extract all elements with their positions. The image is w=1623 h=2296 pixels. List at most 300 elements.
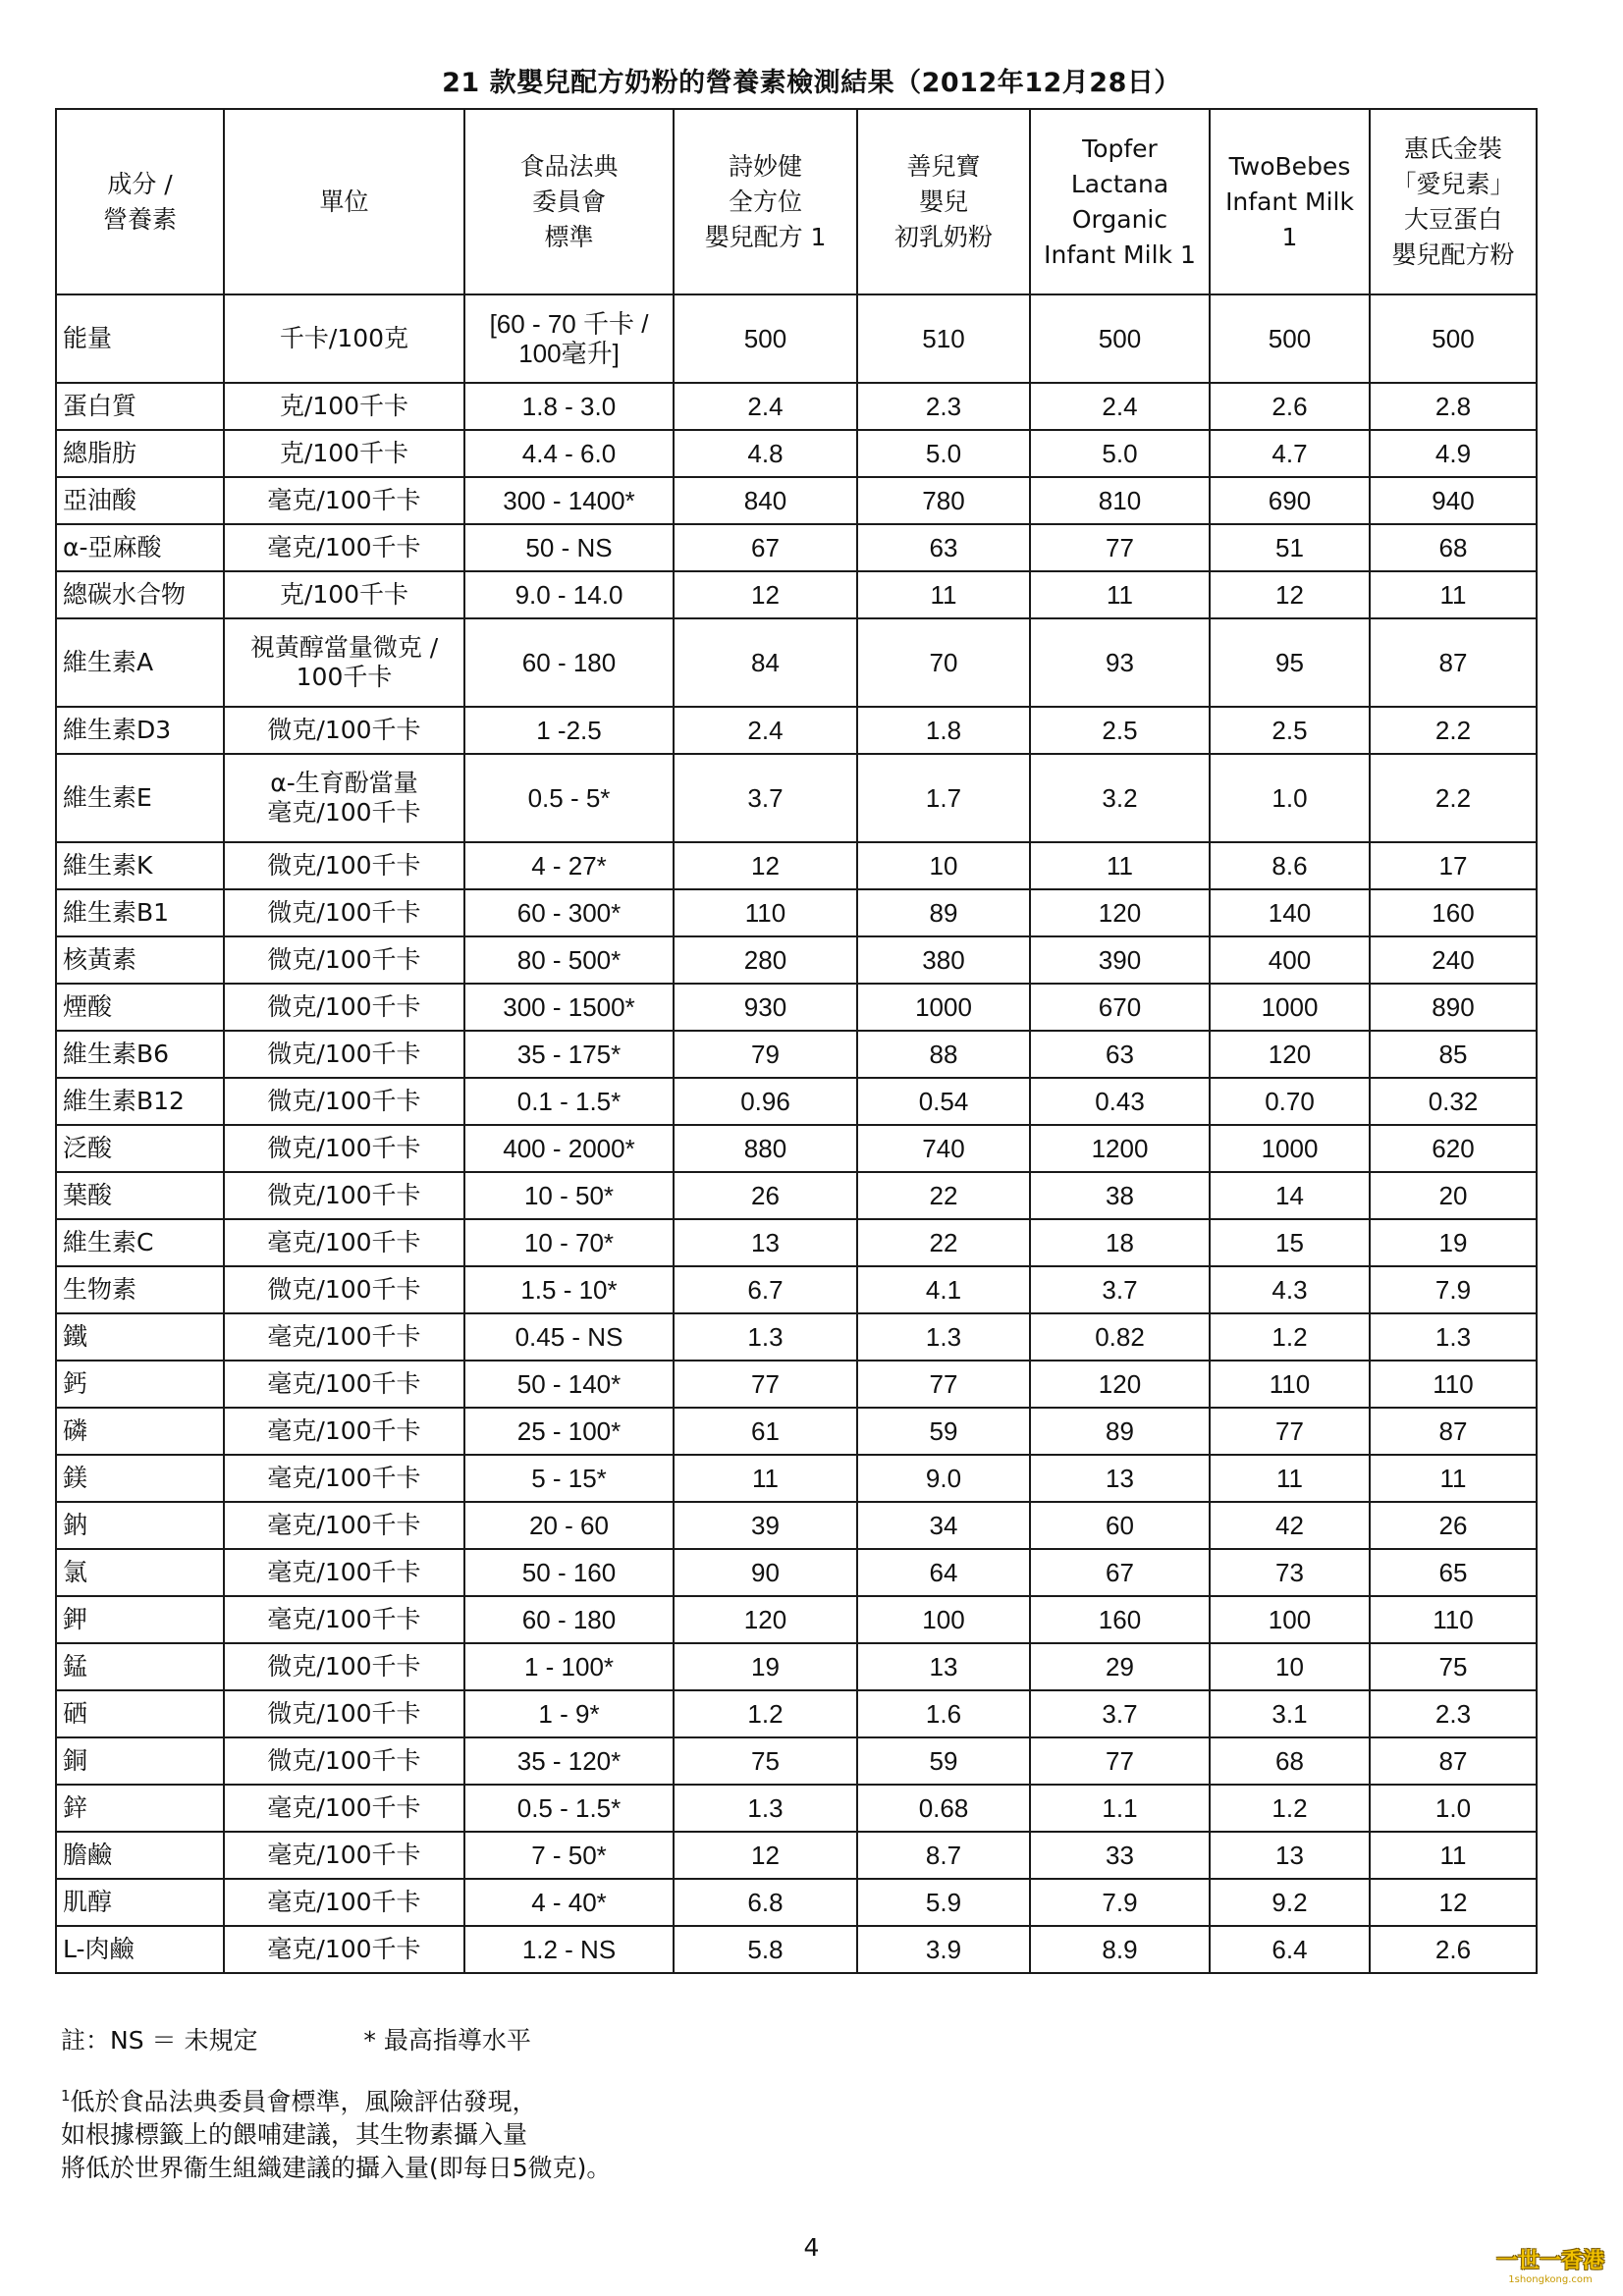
- product-value-cell: 85: [1370, 1031, 1537, 1078]
- product-value-cell: 87: [1370, 1408, 1537, 1455]
- codex-standard-cell: 1.2 - NS: [464, 1926, 674, 1973]
- product-value-cell: 3.9: [857, 1926, 1030, 1973]
- product-value-cell: 77: [1210, 1408, 1370, 1455]
- footnote-line: 將低於世界衞生組織建議的攝入量(即每日5微克)。: [61, 2154, 612, 2183]
- notes-legend: [61, 2024, 611, 2057]
- nutrient-name-cell: 膽鹼: [56, 1832, 224, 1879]
- unit-cell: 微克/100千卡: [224, 1031, 464, 1078]
- unit-cell: 毫克/100千卡: [224, 1313, 464, 1361]
- product-value-cell: 12: [1370, 1879, 1537, 1926]
- product-value-cell: 63: [1030, 1031, 1210, 1078]
- product-value-cell: 11: [674, 1455, 857, 1502]
- unit-cell: 微克/100千卡: [224, 1266, 464, 1313]
- product-value-cell: 89: [1030, 1408, 1210, 1455]
- product-value-cell: 120: [1030, 889, 1210, 936]
- table-row: [56, 1078, 1537, 1125]
- product-value-cell: 5.0: [857, 430, 1030, 477]
- header-product-2: 善兒寶 嬰兒 初乳奶粉: [857, 109, 1030, 294]
- product-value-cell: 11: [1370, 1455, 1537, 1502]
- page-title: 21 款嬰兒配方奶粉的營養素檢測結果（2012年12月28日）: [442, 68, 1181, 98]
- nutrient-name-cell: 錳: [56, 1643, 224, 1690]
- product-value-cell: 2.6: [1370, 1926, 1537, 1973]
- table-row: [56, 618, 1537, 707]
- product-value-cell: 26: [1370, 1502, 1537, 1549]
- header-codex-standard: 食品法典 委員會 標準: [464, 109, 674, 294]
- unit-cell: 毫克/100千卡: [224, 1549, 464, 1596]
- table-row: [56, 1455, 1537, 1502]
- product-value-cell: 3.7: [674, 754, 857, 842]
- unit-cell: 毫克/100千卡: [224, 1785, 464, 1832]
- codex-standard-cell: 1.8 - 3.0: [464, 383, 674, 430]
- codex-standard-cell: 25 - 100*: [464, 1408, 674, 1455]
- product-value-cell: 11: [1370, 571, 1537, 618]
- product-value-cell: 400: [1210, 936, 1370, 984]
- nutrient-name-cell: 葉酸: [56, 1172, 224, 1219]
- product-value-cell: 79: [674, 1031, 857, 1078]
- product-value-cell: 3.7: [1030, 1690, 1210, 1737]
- product-value-cell: 1.1: [1030, 1785, 1210, 1832]
- codex-standard-cell: 20 - 60: [464, 1502, 674, 1549]
- header-unit: 單位: [224, 109, 464, 294]
- codex-standard-cell: 1 - 100*: [464, 1643, 674, 1690]
- table-row: [56, 889, 1537, 936]
- nutrient-name-cell: α-亞麻酸: [56, 524, 224, 571]
- codex-standard-cell: 300 - 1400*: [464, 477, 674, 524]
- unit-cell: 微克/100千卡: [224, 1172, 464, 1219]
- watermark-main-text: 一世一香港: [1495, 2249, 1604, 2273]
- codex-standard-cell: 0.45 - NS: [464, 1313, 674, 1361]
- product-value-cell: 840: [674, 477, 857, 524]
- table-row: [56, 1690, 1537, 1737]
- unit-cell: α-生育酚當量 毫克/100千卡: [224, 754, 464, 842]
- product-value-cell: 0.68: [857, 1785, 1030, 1832]
- header-product-1: 詩妙健 全方位 嬰兒配方 1: [674, 109, 857, 294]
- product-value-cell: 6.8: [674, 1879, 857, 1926]
- table-row: [56, 383, 1537, 430]
- nutrient-name-cell: 能量: [56, 294, 224, 383]
- product-value-cell: 65: [1370, 1549, 1537, 1596]
- table-body: [56, 294, 1537, 1973]
- product-value-cell: 1.3: [674, 1313, 857, 1361]
- unit-cell: 克/100千卡: [224, 383, 464, 430]
- product-value-cell: 1.0: [1370, 1785, 1537, 1832]
- product-value-cell: 39: [674, 1502, 857, 1549]
- codex-standard-cell: 0.5 - 5*: [464, 754, 674, 842]
- unit-cell: 克/100千卡: [224, 571, 464, 618]
- codex-standard-cell: 60 - 180: [464, 1596, 674, 1643]
- product-value-cell: 20: [1370, 1172, 1537, 1219]
- codex-standard-cell: 35 - 120*: [464, 1737, 674, 1785]
- unit-cell: 微克/100千卡: [224, 1690, 464, 1737]
- product-value-cell: 17: [1370, 842, 1537, 889]
- product-value-cell: 160: [1030, 1596, 1210, 1643]
- product-value-cell: 77: [1030, 1737, 1210, 1785]
- product-value-cell: 9.0: [857, 1455, 1030, 1502]
- product-value-cell: 33: [1030, 1832, 1210, 1879]
- product-value-cell: 2.3: [857, 383, 1030, 430]
- table-row: [56, 1361, 1537, 1408]
- product-value-cell: 1200: [1030, 1125, 1210, 1172]
- nutrient-name-cell: 維生素B1: [56, 889, 224, 936]
- product-value-cell: 810: [1030, 477, 1210, 524]
- nutrient-name-cell: 鉀: [56, 1596, 224, 1643]
- page-number: 4: [803, 2233, 820, 2262]
- product-value-cell: 11: [1370, 1832, 1537, 1879]
- product-value-cell: 12: [674, 1832, 857, 1879]
- product-value-cell: 73: [1210, 1549, 1370, 1596]
- product-value-cell: 0.43: [1030, 1078, 1210, 1125]
- codex-standard-cell: 4 - 40*: [464, 1879, 674, 1926]
- product-value-cell: 2.4: [674, 383, 857, 430]
- product-value-cell: 1.3: [674, 1785, 857, 1832]
- product-value-cell: 670: [1030, 984, 1210, 1031]
- product-value-cell: 18: [1030, 1219, 1210, 1266]
- unit-cell: 微克/100千卡: [224, 984, 464, 1031]
- product-value-cell: 4.3: [1210, 1266, 1370, 1313]
- product-value-cell: 11: [1030, 571, 1210, 618]
- product-value-cell: 88: [857, 1031, 1030, 1078]
- product-value-cell: 1.7: [857, 754, 1030, 842]
- unit-cell: 微克/100千卡: [224, 1737, 464, 1785]
- nutrient-name-cell: 硒: [56, 1690, 224, 1737]
- product-value-cell: 510: [857, 294, 1030, 383]
- product-value-cell: 7.9: [1370, 1266, 1537, 1313]
- nutrient-name-cell: 氯: [56, 1549, 224, 1596]
- unit-cell: 毫克/100千卡: [224, 1219, 464, 1266]
- table-row: [56, 1219, 1537, 1266]
- product-value-cell: 38: [1030, 1172, 1210, 1219]
- nutrient-name-cell: 維生素K: [56, 842, 224, 889]
- nutrient-name-cell: 蛋白質: [56, 383, 224, 430]
- product-value-cell: 160: [1370, 889, 1537, 936]
- table-row: [56, 984, 1537, 1031]
- product-value-cell: 13: [857, 1643, 1030, 1690]
- codex-standard-cell: 80 - 500*: [464, 936, 674, 984]
- product-value-cell: 4.1: [857, 1266, 1030, 1313]
- product-value-cell: 13: [674, 1219, 857, 1266]
- nutrient-name-cell: 亞油酸: [56, 477, 224, 524]
- product-value-cell: 60: [1030, 1502, 1210, 1549]
- codex-standard-cell: 5 - 15*: [464, 1455, 674, 1502]
- codex-standard-cell: 10 - 70*: [464, 1219, 674, 1266]
- table-row: [56, 1879, 1537, 1926]
- product-value-cell: 93: [1030, 618, 1210, 707]
- codex-standard-cell: 10 - 50*: [464, 1172, 674, 1219]
- product-value-cell: 2.5: [1030, 707, 1210, 754]
- product-value-cell: 12: [1210, 571, 1370, 618]
- codex-standard-cell: 35 - 175*: [464, 1031, 674, 1078]
- product-value-cell: 0.32: [1370, 1078, 1537, 1125]
- codex-standard-cell: 60 - 300*: [464, 889, 674, 936]
- codex-standard-cell: 0.1 - 1.5*: [464, 1078, 674, 1125]
- product-value-cell: 11: [857, 571, 1030, 618]
- table-row: [56, 1596, 1537, 1643]
- product-value-cell: 19: [674, 1643, 857, 1690]
- product-value-cell: 930: [674, 984, 857, 1031]
- unit-cell: 千卡/100克: [224, 294, 464, 383]
- table-header-row: [56, 109, 1537, 294]
- product-value-cell: 11: [1030, 842, 1210, 889]
- unit-cell: 微克/100千卡: [224, 889, 464, 936]
- product-value-cell: 12: [674, 571, 857, 618]
- product-value-cell: 280: [674, 936, 857, 984]
- table-row: [56, 936, 1537, 984]
- table-row: [56, 1266, 1537, 1313]
- product-value-cell: 68: [1210, 1737, 1370, 1785]
- table-row: [56, 1832, 1537, 1879]
- product-value-cell: 780: [857, 477, 1030, 524]
- nutrient-name-cell: 維生素A: [56, 618, 224, 707]
- product-value-cell: 240: [1370, 936, 1537, 984]
- product-value-cell: 1.6: [857, 1690, 1030, 1737]
- codex-standard-cell: 1 -2.5: [464, 707, 674, 754]
- product-value-cell: 8.6: [1210, 842, 1370, 889]
- product-value-cell: 690: [1210, 477, 1370, 524]
- product-value-cell: 5.0: [1030, 430, 1210, 477]
- codex-standard-cell: 60 - 180: [464, 618, 674, 707]
- product-value-cell: 90: [674, 1549, 857, 1596]
- nutrient-name-cell: 鈉: [56, 1502, 224, 1549]
- product-value-cell: 2.2: [1370, 754, 1537, 842]
- unit-cell: 毫克/100千卡: [224, 477, 464, 524]
- asterisk-note: * 最高指導水平: [363, 2026, 531, 2055]
- product-value-cell: 940: [1370, 477, 1537, 524]
- footnote-line: 如根據標籤上的餵哺建議，其生物素攝入量: [61, 2120, 528, 2150]
- product-value-cell: 620: [1370, 1125, 1537, 1172]
- table-row: [56, 571, 1537, 618]
- codex-standard-cell: 50 - NS: [464, 524, 674, 571]
- product-value-cell: 95: [1210, 618, 1370, 707]
- nutrient-name-cell: 鎂: [56, 1455, 224, 1502]
- unit-cell: 毫克/100千卡: [224, 1408, 464, 1455]
- product-value-cell: 0.70: [1210, 1078, 1370, 1125]
- product-value-cell: 1.2: [1210, 1785, 1370, 1832]
- product-value-cell: 1.0: [1210, 754, 1370, 842]
- product-value-cell: 4.8: [674, 430, 857, 477]
- product-value-cell: 0.54: [857, 1078, 1030, 1125]
- product-value-cell: 77: [857, 1361, 1030, 1408]
- codex-standard-cell: 50 - 140*: [464, 1361, 674, 1408]
- product-value-cell: 84: [674, 618, 857, 707]
- unit-cell: 毫克/100千卡: [224, 1502, 464, 1549]
- product-value-cell: 68: [1370, 524, 1537, 571]
- watermark-sub-text: 1shongkong.com: [1508, 2274, 1593, 2285]
- product-value-cell: 75: [674, 1737, 857, 1785]
- nutrient-name-cell: 煙酸: [56, 984, 224, 1031]
- header-product-5: 惠氏金裝 「愛兒素」 大豆蛋白 嬰兒配方粉: [1370, 109, 1537, 294]
- product-value-cell: 59: [857, 1737, 1030, 1785]
- product-value-cell: 2.5: [1210, 707, 1370, 754]
- product-value-cell: 70: [857, 618, 1030, 707]
- table-row: [56, 1031, 1537, 1078]
- codex-standard-cell: 7 - 50*: [464, 1832, 674, 1879]
- product-value-cell: 500: [1030, 294, 1210, 383]
- nutrient-name-cell: 鐵: [56, 1313, 224, 1361]
- product-value-cell: 6.7: [674, 1266, 857, 1313]
- codex-standard-cell: 300 - 1500*: [464, 984, 674, 1031]
- unit-cell: 微克/100千卡: [224, 1125, 464, 1172]
- product-value-cell: 3.7: [1030, 1266, 1210, 1313]
- nutrient-name-cell: 核黃素: [56, 936, 224, 984]
- codex-standard-cell: 4.4 - 6.0: [464, 430, 674, 477]
- unit-cell: 微克/100千卡: [224, 842, 464, 889]
- table-row: [56, 1125, 1537, 1172]
- nutrient-name-cell: 銅: [56, 1737, 224, 1785]
- product-value-cell: 29: [1030, 1643, 1210, 1690]
- unit-cell: 微克/100千卡: [224, 707, 464, 754]
- product-value-cell: 1.3: [1370, 1313, 1537, 1361]
- product-value-cell: 26: [674, 1172, 857, 1219]
- footnote-line: 低於食品法典委員會標準，風險評估發現，: [70, 2087, 537, 2116]
- product-value-cell: 2.6: [1210, 383, 1370, 430]
- product-value-cell: 1.2: [1210, 1313, 1370, 1361]
- product-value-cell: 22: [857, 1219, 1030, 1266]
- product-value-cell: 3.2: [1030, 754, 1210, 842]
- table-row: [56, 754, 1537, 842]
- product-value-cell: 3.1: [1210, 1690, 1370, 1737]
- codex-standard-cell: [60 - 70 千卡 / 100毫升]: [464, 294, 674, 383]
- product-value-cell: 63: [857, 524, 1030, 571]
- product-value-cell: 77: [674, 1361, 857, 1408]
- product-value-cell: 390: [1030, 936, 1210, 984]
- product-value-cell: 1000: [1210, 1125, 1370, 1172]
- table-row: [56, 1502, 1537, 1549]
- header-product-4: TwoBebes Infant Milk 1: [1210, 109, 1370, 294]
- table-row: [56, 477, 1537, 524]
- nutrient-name-cell: 磷: [56, 1408, 224, 1455]
- product-value-cell: 5.9: [857, 1879, 1030, 1926]
- product-value-cell: 64: [857, 1549, 1030, 1596]
- product-value-cell: 61: [674, 1408, 857, 1455]
- unit-cell: 毫克/100千卡: [224, 1361, 464, 1408]
- product-value-cell: 890: [1370, 984, 1537, 1031]
- table-row: [56, 1785, 1537, 1832]
- product-value-cell: 140: [1210, 889, 1370, 936]
- product-value-cell: 51: [1210, 524, 1370, 571]
- nutrient-name-cell: 鋅: [56, 1785, 224, 1832]
- footnote-marker: 1: [61, 2087, 71, 2105]
- table-row: [56, 1926, 1537, 1973]
- site-watermark-logo: [1491, 2249, 1609, 2288]
- notes-section: [61, 2024, 611, 2185]
- codex-standard-cell: 1 - 9*: [464, 1690, 674, 1737]
- product-value-cell: 110: [1370, 1361, 1537, 1408]
- product-value-cell: 8.7: [857, 1832, 1030, 1879]
- nutrient-name-cell: 肌醇: [56, 1879, 224, 1926]
- unit-cell: 視黃醇當量微克 / 100千卡: [224, 618, 464, 707]
- product-value-cell: 500: [1370, 294, 1537, 383]
- unit-cell: 毫克/100千卡: [224, 1832, 464, 1879]
- table-row: [56, 1172, 1537, 1219]
- product-value-cell: 1.8: [857, 707, 1030, 754]
- product-value-cell: 380: [857, 936, 1030, 984]
- table-row: [56, 1737, 1537, 1785]
- unit-cell: 毫克/100千卡: [224, 524, 464, 571]
- product-value-cell: 15: [1210, 1219, 1370, 1266]
- product-value-cell: 110: [1370, 1596, 1537, 1643]
- table-row: [56, 524, 1537, 571]
- product-value-cell: 34: [857, 1502, 1030, 1549]
- product-value-cell: 2.8: [1370, 383, 1537, 430]
- product-value-cell: 14: [1210, 1172, 1370, 1219]
- ns-note: 註：NS ＝ 未規定: [61, 2026, 258, 2055]
- table-row: [56, 707, 1537, 754]
- product-value-cell: 42: [1210, 1502, 1370, 1549]
- product-value-cell: 100: [1210, 1596, 1370, 1643]
- unit-cell: 克/100千卡: [224, 430, 464, 477]
- product-value-cell: 7.9: [1030, 1879, 1210, 1926]
- product-value-cell: 87: [1370, 1737, 1537, 1785]
- table-row: [56, 430, 1537, 477]
- product-value-cell: 4.9: [1370, 430, 1537, 477]
- table-row: [56, 1549, 1537, 1596]
- product-value-cell: 10: [857, 842, 1030, 889]
- codex-standard-cell: 400 - 2000*: [464, 1125, 674, 1172]
- nutrient-name-cell: 鈣: [56, 1361, 224, 1408]
- product-value-cell: 10: [1210, 1643, 1370, 1690]
- unit-cell: 毫克/100千卡: [224, 1455, 464, 1502]
- product-value-cell: 0.82: [1030, 1313, 1210, 1361]
- header-nutrient: 成分 / 營養素: [56, 109, 224, 294]
- product-value-cell: 19: [1370, 1219, 1537, 1266]
- product-value-cell: 87: [1370, 618, 1537, 707]
- codex-standard-cell: 4 - 27*: [464, 842, 674, 889]
- unit-cell: 毫克/100千卡: [224, 1926, 464, 1973]
- codex-standard-cell: 0.5 - 1.5*: [464, 1785, 674, 1832]
- product-value-cell: 22: [857, 1172, 1030, 1219]
- nutrient-table: [55, 108, 1538, 1974]
- product-value-cell: 2.2: [1370, 707, 1537, 754]
- product-value-cell: 13: [1030, 1455, 1210, 1502]
- product-value-cell: 120: [1210, 1031, 1370, 1078]
- product-value-cell: 120: [674, 1596, 857, 1643]
- product-value-cell: 59: [857, 1408, 1030, 1455]
- unit-cell: 毫克/100千卡: [224, 1596, 464, 1643]
- product-value-cell: 11: [1210, 1455, 1370, 1502]
- nutrient-name-cell: 維生素D3: [56, 707, 224, 754]
- product-value-cell: 8.9: [1030, 1926, 1210, 1973]
- table-row: [56, 1313, 1537, 1361]
- product-value-cell: 77: [1030, 524, 1210, 571]
- nutrient-name-cell: 維生素E: [56, 754, 224, 842]
- product-value-cell: 89: [857, 889, 1030, 936]
- unit-cell: 微克/100千卡: [224, 1643, 464, 1690]
- nutrient-name-cell: 生物素: [56, 1266, 224, 1313]
- product-value-cell: 100: [857, 1596, 1030, 1643]
- footnote: [61, 2079, 611, 2185]
- product-value-cell: 1.3: [857, 1313, 1030, 1361]
- product-value-cell: 67: [1030, 1549, 1210, 1596]
- nutrient-name-cell: 總脂肪: [56, 430, 224, 477]
- nutrient-name-cell: 泛酸: [56, 1125, 224, 1172]
- product-value-cell: 1.2: [674, 1690, 857, 1737]
- product-value-cell: 13: [1210, 1832, 1370, 1879]
- product-value-cell: 2.4: [1030, 383, 1210, 430]
- product-value-cell: 2.3: [1370, 1690, 1537, 1737]
- product-value-cell: 0.96: [674, 1078, 857, 1125]
- nutrient-name-cell: 總碳水合物: [56, 571, 224, 618]
- product-value-cell: 9.2: [1210, 1879, 1370, 1926]
- codex-standard-cell: 1.5 - 10*: [464, 1266, 674, 1313]
- unit-cell: 毫克/100千卡: [224, 1879, 464, 1926]
- product-value-cell: 12: [674, 842, 857, 889]
- table-row: [56, 1408, 1537, 1455]
- product-value-cell: 1000: [1210, 984, 1370, 1031]
- header-product-3: Topfer Lactana Organic Infant Milk 1: [1030, 109, 1210, 294]
- product-value-cell: 5.8: [674, 1926, 857, 1973]
- table-row: [56, 842, 1537, 889]
- table-row: [56, 1643, 1537, 1690]
